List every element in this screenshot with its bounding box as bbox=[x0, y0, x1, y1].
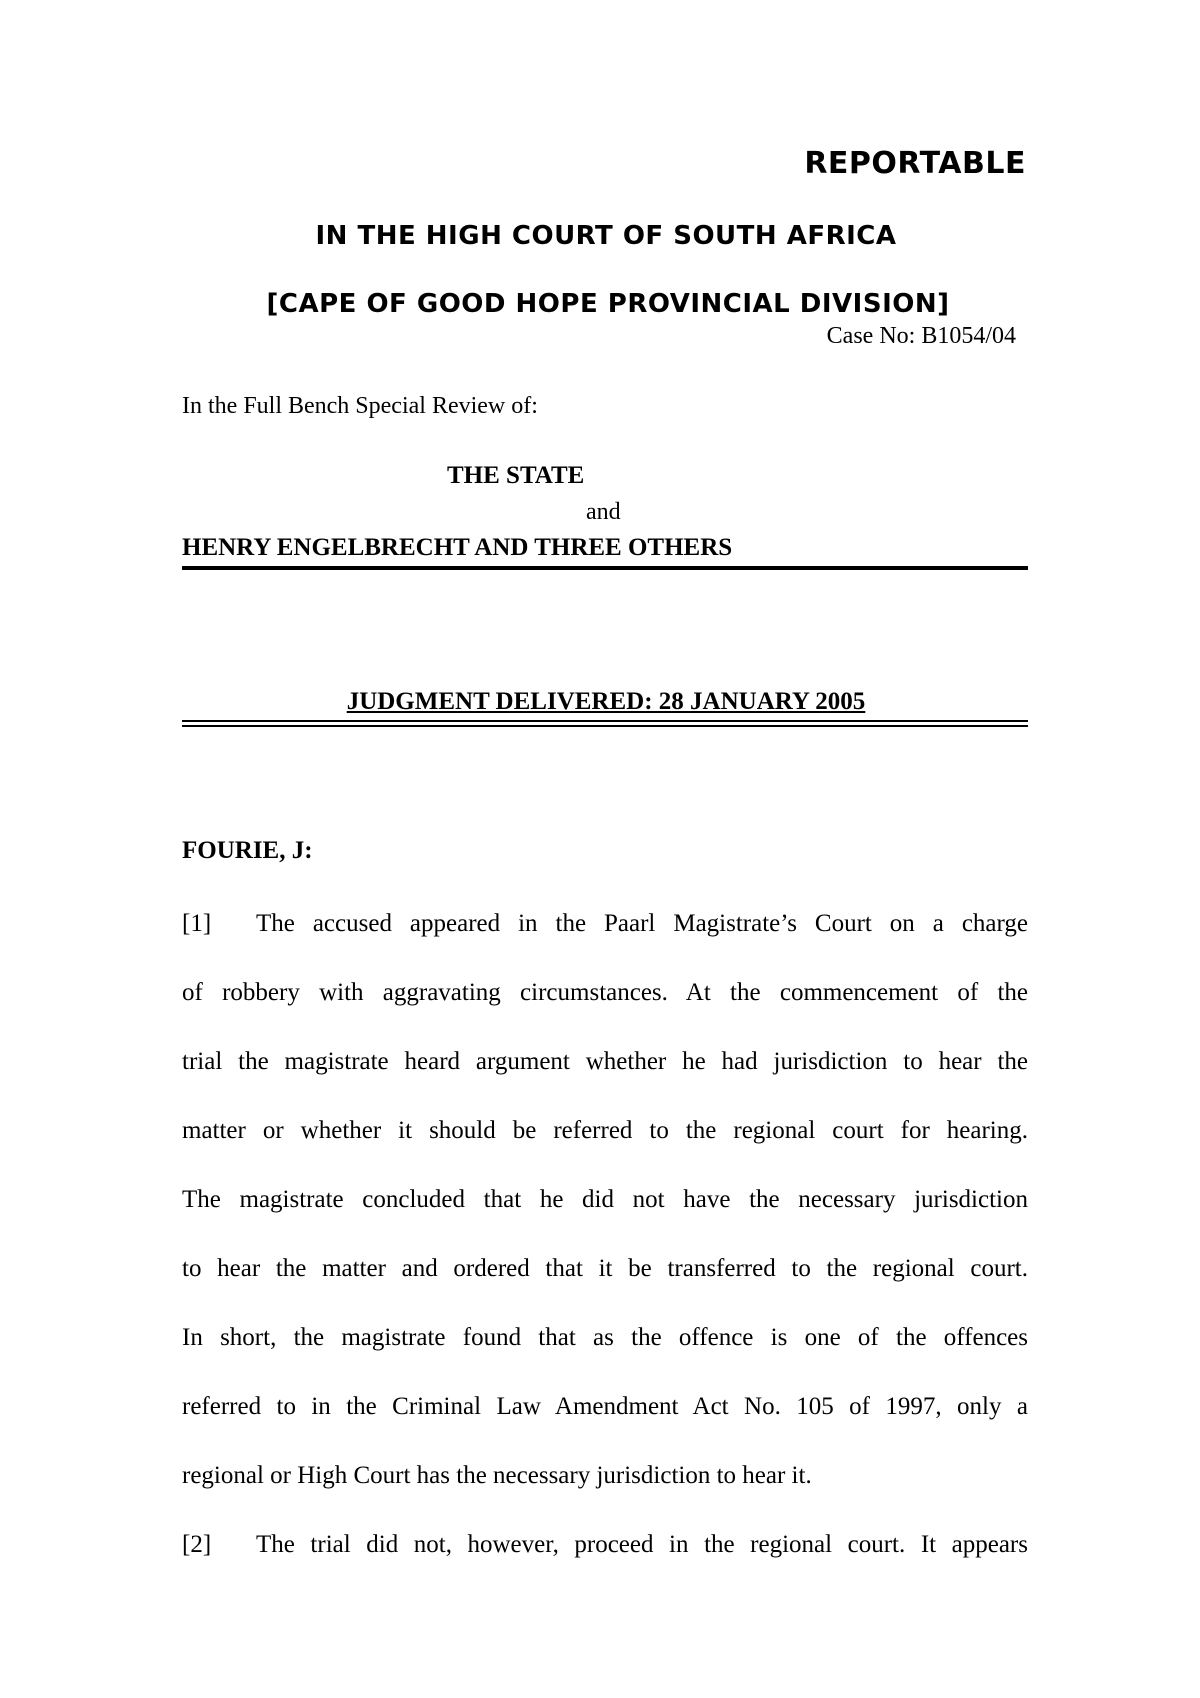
judge-name: FOURIE, J: bbox=[182, 837, 313, 864]
review-of-label: In the Full Bench Special Review of: bbox=[182, 393, 538, 419]
heading-divider bbox=[182, 566, 1028, 570]
double-divider bbox=[182, 720, 1028, 727]
paragraph-line: trial the magistrate heard argument whether he had jurisdiction to hear the bbox=[182, 1048, 1028, 1075]
paragraph-number: [1] bbox=[182, 910, 212, 937]
case-number: Case No: B1054/04 bbox=[826, 323, 1016, 349]
judgment-date-heading: JUDGMENT DELIVERED: 28 JANUARY 2005 bbox=[346, 688, 866, 715]
paragraph-line: referred to in the Criminal Law Amendment Act No. 105 of 1997, only a bbox=[182, 1393, 1028, 1420]
paragraph-line: In short, the magistrate found that as the offence is one of the offences bbox=[182, 1324, 1028, 1351]
paragraph-1 bbox=[182, 889, 1028, 1510]
paragraph-line: regional or High Court has the necessary jurisdiction to hear it. bbox=[182, 1462, 812, 1489]
paragraph-line: The magistrate concluded that he did not have the necessary jurisdiction bbox=[182, 1186, 1028, 1213]
division-heading: [CAPE OF GOOD HOPE PROVINCIAL DIVISION] bbox=[266, 289, 950, 319]
paragraph-line: [1] The accused appeared in the Paarl Magistrate’s Court on a charge bbox=[182, 889, 1028, 958]
paragraph-line: matter or whether it should be referred to the regional court for hearing. bbox=[182, 1117, 1028, 1144]
reportable-heading: REPORTABLE bbox=[804, 146, 1026, 181]
paragraph-2 bbox=[182, 1510, 1028, 1579]
party-state: THE STATE bbox=[447, 462, 585, 489]
paragraph-line: to hear the matter and ordered that it be transferred to the regional court. bbox=[182, 1255, 1028, 1282]
paragraph-number: [2] bbox=[182, 1531, 212, 1558]
paragraph-line: of robbery with aggravating circumstances. At the commencement of the bbox=[182, 979, 1028, 1006]
party-conjunction: and bbox=[586, 499, 621, 525]
court-name-heading: IN THE HIGH COURT OF SOUTH AFRICA bbox=[315, 221, 897, 251]
party-accused: HENRY ENGELBRECHT AND THREE OTHERS bbox=[182, 534, 733, 561]
paragraph-line: [2] The trial did not, however, proceed in the regional court. It appears bbox=[182, 1510, 1028, 1579]
